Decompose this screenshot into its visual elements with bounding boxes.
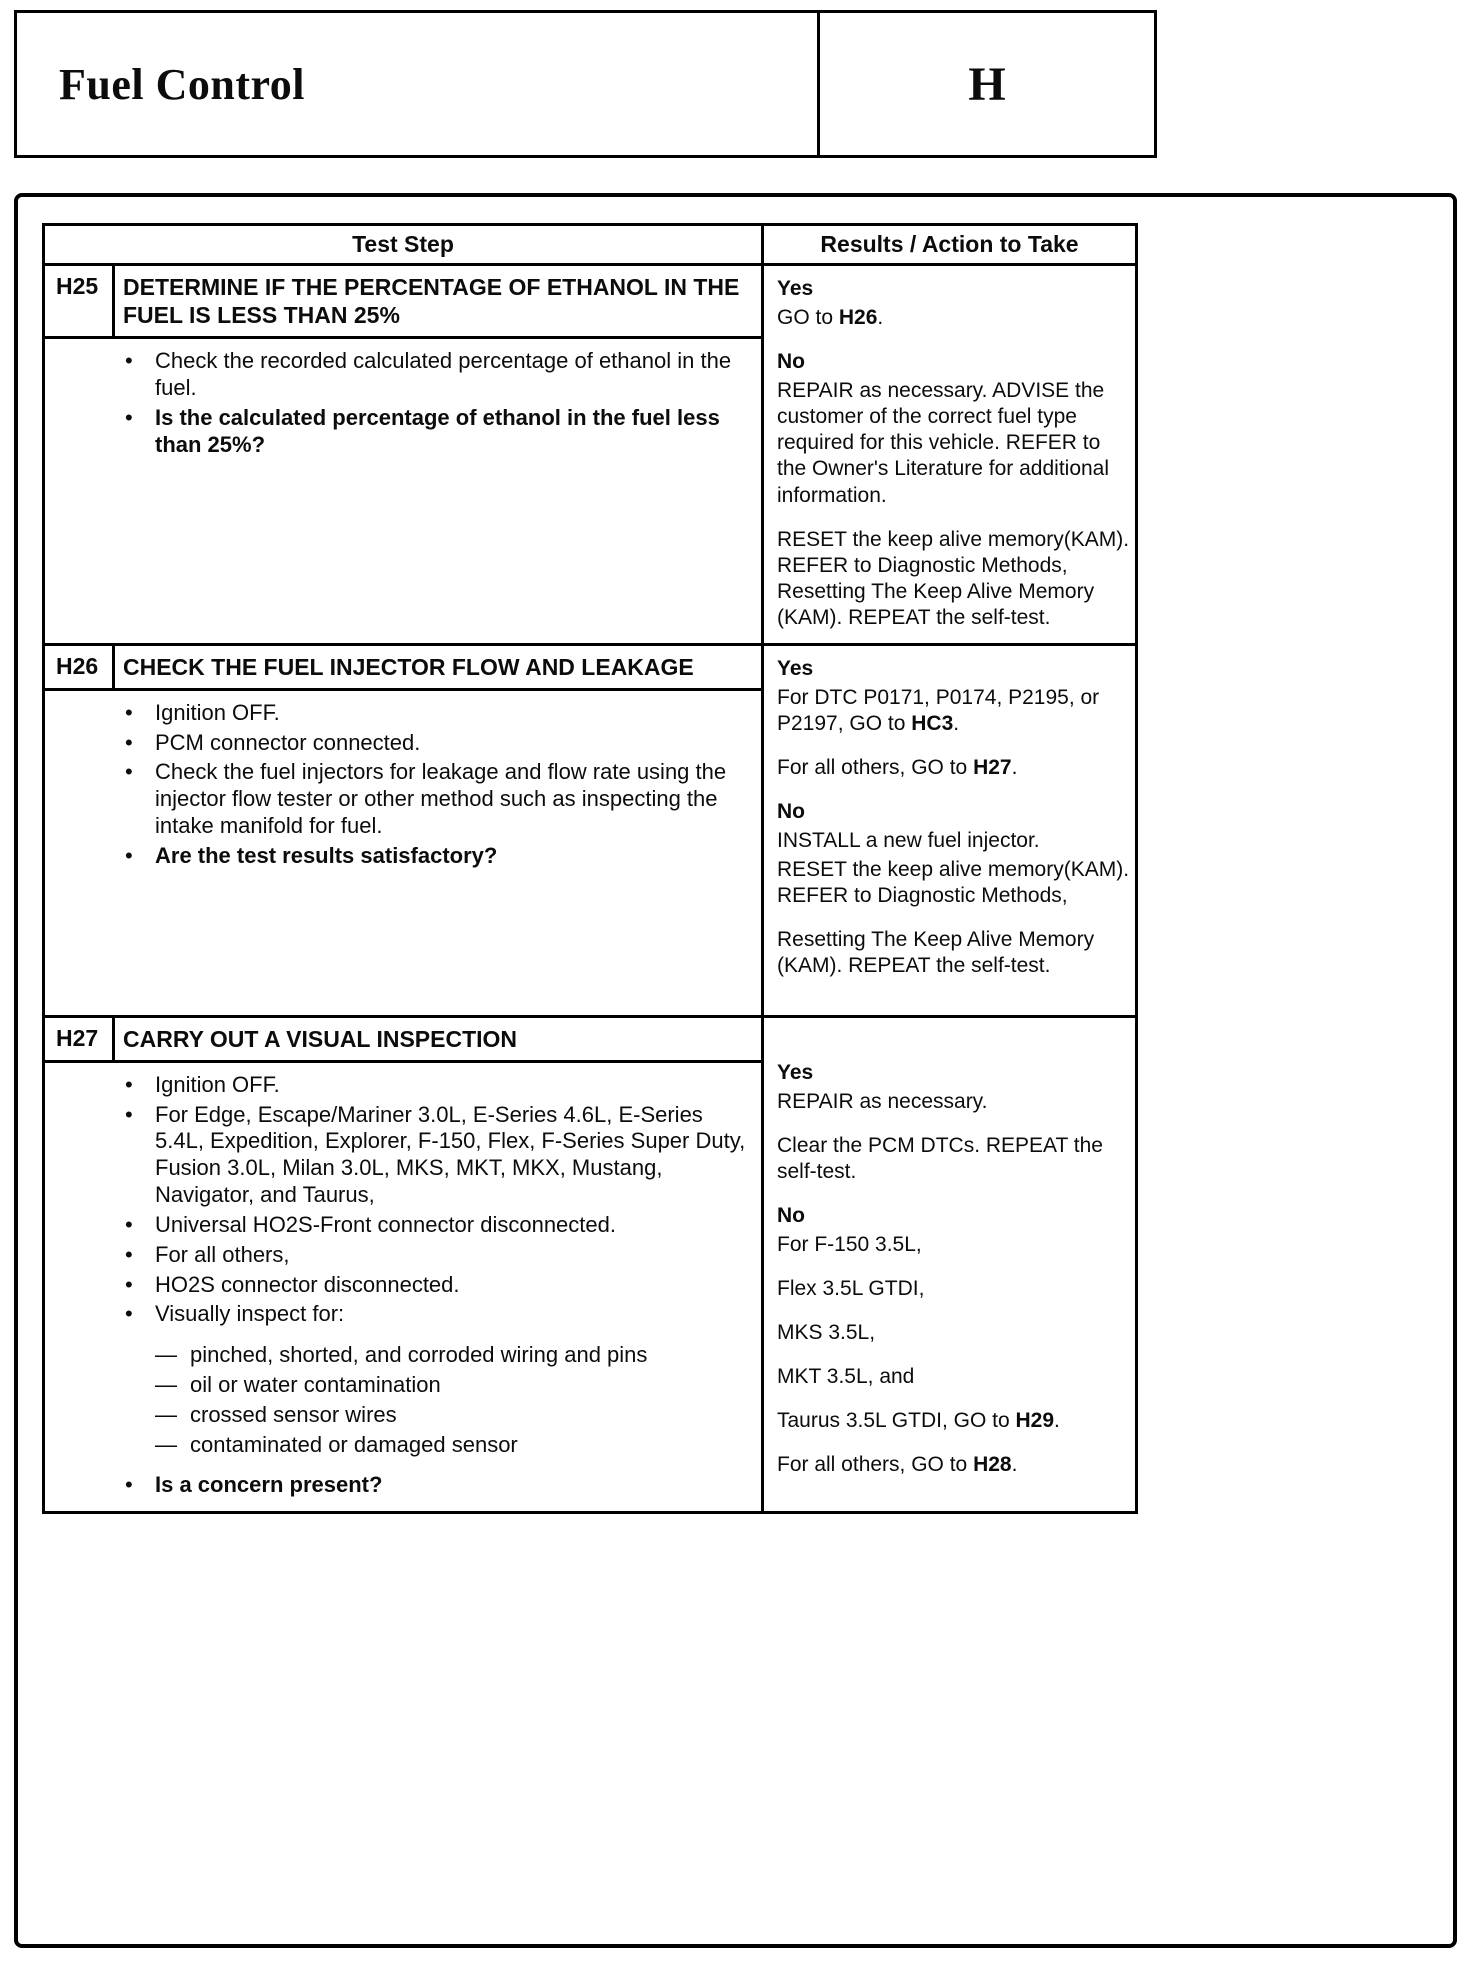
result-line: Clear the PCM DTCs. REPEAT the self-test. bbox=[777, 1133, 1103, 1183]
page-title: Fuel Control bbox=[59, 59, 305, 109]
bullet-text: For Edge, Escape/Mariner 3.0L, E-Series 4.6L, E-Series 5.4L, Expedition, Explorer, F-150, Flex, F-Series Super Duty, Fusion 3.0L, Milan 3.0L, MKS, MKT, MKX, Mustang, Navigator, and Taurus, bbox=[155, 1101, 746, 1208]
test-step-cell bbox=[45, 1018, 761, 1512]
result-line: Yes bbox=[777, 277, 814, 301]
bullet-text: Universal HO2S-Front connector disconnected. bbox=[155, 1211, 616, 1237]
bullet-item bbox=[45, 405, 751, 459]
bullet-marker: • bbox=[125, 1301, 133, 1327]
result-line: REPAIR as necessary. bbox=[777, 1089, 988, 1113]
bullet-text: Check the recorded calculated percentage of ethanol in the fuel. bbox=[155, 348, 732, 401]
step-id: H26 bbox=[45, 646, 115, 688]
bullet-item bbox=[45, 843, 751, 870]
page-title-cell bbox=[17, 13, 817, 155]
step-title: DETERMINE IF THE PERCENTAGE OF ETHANOL IN THE FUEL IS LESS THAN 25% bbox=[123, 274, 740, 329]
bullet-marker: • bbox=[125, 699, 133, 725]
bullet-item bbox=[45, 700, 751, 727]
bullet-text: HO2S connector disconnected. bbox=[155, 1271, 460, 1297]
results-cell bbox=[761, 646, 1135, 1015]
result-line: Yes bbox=[777, 1060, 814, 1084]
result-line: MKS 3.5L, bbox=[777, 1320, 876, 1344]
result-line: For all others, GO to H27. bbox=[777, 755, 1018, 779]
result-line: Resetting The Keep Alive Memory (KAM). REPEAT the self-test. bbox=[777, 927, 1095, 977]
bullet-item bbox=[45, 1472, 751, 1499]
table-header-row bbox=[45, 226, 1135, 266]
result-line: INSTALL a new fuel injector. bbox=[777, 828, 1040, 852]
result-line: No bbox=[777, 350, 805, 374]
result-line: Flex 3.5L GTDI, bbox=[777, 1276, 925, 1300]
bullet-marker: • bbox=[125, 759, 133, 785]
result-line: For DTC P0171, P0174, P2195, or P2197, GO to HC3. bbox=[777, 685, 1100, 735]
bullet-list bbox=[45, 339, 761, 642]
bullet-marker: • bbox=[125, 1071, 133, 1097]
bullet-item bbox=[45, 1301, 751, 1328]
result-line: RESET the keep alive memory(KAM). REFER to Diagnostic Methods, bbox=[777, 857, 1130, 907]
result-line: For all others, GO to H28. bbox=[777, 1452, 1018, 1476]
bullet-text: Ignition OFF. bbox=[155, 1071, 280, 1097]
step-title-band bbox=[45, 1018, 761, 1063]
result-line: For F-150 3.5L, bbox=[777, 1232, 922, 1256]
dash-item bbox=[45, 1342, 751, 1369]
step-id: H25 bbox=[45, 266, 115, 336]
bullet-item bbox=[45, 1272, 751, 1299]
bullet-text: Are the test results satisfactory? bbox=[155, 842, 498, 868]
step-id: H27 bbox=[45, 1018, 115, 1060]
bullet-text: Check the fuel injectors for leakage and flow rate using the injector flow tester or other method such as inspecting the intake manifold for fuel. bbox=[155, 759, 727, 839]
result-line: No bbox=[777, 799, 805, 823]
bullet-text: Ignition OFF. bbox=[155, 699, 280, 725]
bullet-marker: • bbox=[125, 729, 133, 755]
results-cell bbox=[761, 266, 1135, 642]
bullet-item bbox=[45, 1072, 751, 1099]
bullet-text: PCM connector connected. bbox=[155, 729, 421, 755]
bullet-marker: • bbox=[125, 1211, 133, 1237]
section-letter: H bbox=[968, 57, 1006, 111]
dash-marker: — bbox=[155, 1342, 177, 1368]
dash-marker: — bbox=[155, 1401, 177, 1427]
step-title-band bbox=[45, 646, 761, 691]
step-row-h26 bbox=[45, 643, 1135, 1015]
test-step-cell bbox=[45, 646, 761, 1015]
step-title: CHECK THE FUEL INJECTOR FLOW AND LEAKAGE bbox=[123, 653, 694, 680]
bullet-text: Visually inspect for: bbox=[155, 1301, 345, 1327]
result-line: No bbox=[777, 1203, 805, 1227]
result-line: Yes bbox=[777, 656, 814, 680]
bullet-list bbox=[45, 691, 761, 1015]
results-cell bbox=[761, 1018, 1135, 1512]
bullet-list bbox=[45, 1063, 761, 1512]
content-outer-box bbox=[14, 193, 1457, 1948]
result-line: RESET the keep alive memory(KAM). REFER to Diagnostic Methods, Resetting The Keep Alive Memory (KAM). REPEAT the self-test. bbox=[777, 527, 1130, 629]
diagnostic-table bbox=[42, 223, 1138, 1514]
bullet-item bbox=[45, 730, 751, 757]
column-header-results: Results / Action to Take bbox=[761, 226, 1135, 263]
bullet-text: For all others, bbox=[155, 1241, 290, 1267]
bullet-marker: • bbox=[125, 1101, 133, 1127]
dash-item bbox=[45, 1432, 751, 1459]
dash-marker: — bbox=[155, 1372, 177, 1397]
bullet-text: Is the calculated percentage of ethanol in the fuel less than 25%? bbox=[155, 405, 720, 457]
bullet-marker: • bbox=[125, 405, 133, 431]
bullet-marker: • bbox=[125, 1472, 133, 1498]
bullet-marker: • bbox=[125, 842, 133, 868]
page-header-box bbox=[14, 10, 1157, 158]
step-title-band bbox=[45, 266, 761, 339]
bullet-item bbox=[45, 759, 751, 839]
dash-marker: — bbox=[155, 1431, 177, 1457]
step-title: CARRY OUT A VISUAL INSPECTION bbox=[123, 1025, 518, 1052]
result-line: GO to H26. bbox=[777, 306, 884, 330]
bullet-text: oil or water contamination bbox=[190, 1372, 441, 1397]
step-row-h25 bbox=[45, 266, 1135, 642]
bullet-marker: • bbox=[125, 348, 133, 374]
dash-item bbox=[45, 1402, 751, 1429]
bullet-text: contaminated or damaged sensor bbox=[190, 1431, 518, 1457]
section-letter-cell bbox=[817, 13, 1154, 155]
bullet-item bbox=[45, 1212, 751, 1239]
bullet-marker: • bbox=[125, 1271, 133, 1297]
result-line: MKT 3.5L, and bbox=[777, 1364, 915, 1388]
test-step-cell bbox=[45, 266, 761, 642]
bullet-item bbox=[45, 1102, 751, 1209]
result-line: Taurus 3.5L GTDI, GO to H29. bbox=[777, 1408, 1060, 1432]
bullet-marker: • bbox=[125, 1241, 133, 1267]
bullet-text: crossed sensor wires bbox=[190, 1401, 397, 1427]
column-header-test-step: Test Step bbox=[352, 231, 454, 257]
bullet-item bbox=[45, 1242, 751, 1269]
bullet-item bbox=[45, 348, 751, 402]
result-line: REPAIR as necessary. ADVISE the customer of the correct fuel type required for this vehicle. REFER to the Owner's Literature for additional information. bbox=[777, 379, 1110, 507]
bullet-text: Is a concern present? bbox=[155, 1472, 383, 1498]
dash-item bbox=[45, 1372, 751, 1399]
step-row-h27 bbox=[45, 1015, 1135, 1512]
bullet-text: pinched, shorted, and corroded wiring and pins bbox=[190, 1342, 648, 1368]
